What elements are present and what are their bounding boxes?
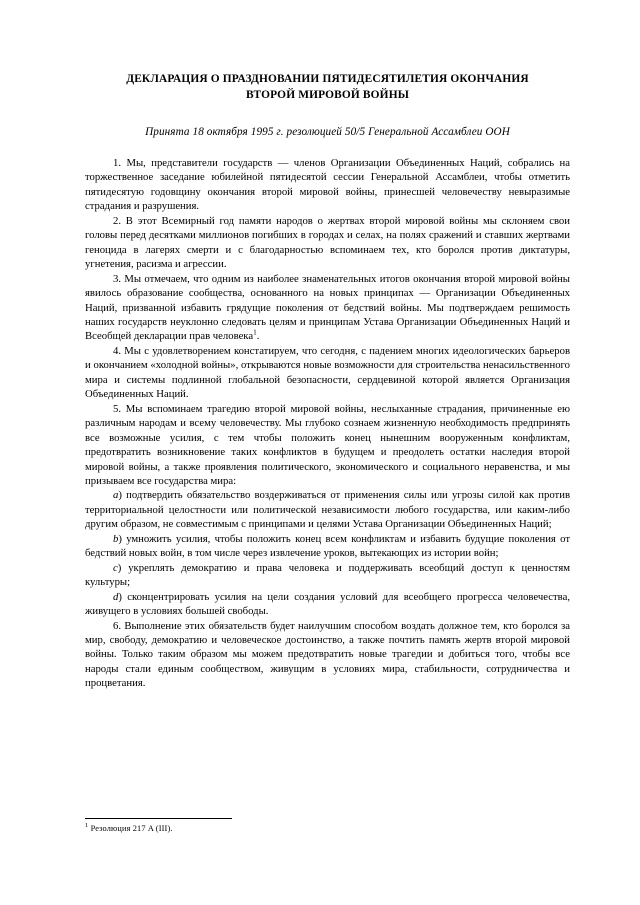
document-body	[85, 72, 570, 691]
list-item-a-text: ) подтвердить обязательство воздерживаться от применения силы или угрозы силой как против территориальной целостности или политической независимости любого государства, или каким-либо другим образом, не совместимым с принципами и целями Устава Организации Объединенных Наций;	[85, 489, 570, 531]
paragraph-1: 1. Мы, представители государств — членов Организации Объединенных Наций, собрались на торжественное заседание юбилейной пятидесятой сессии Генеральной Ассамблеи, чтобы отметить пятидесятую годовщину окончания второй мировой войны, принесшей человечеству невыразимые страдания и разрушения.	[85, 157, 570, 213]
list-item-a-letter: a	[113, 489, 119, 502]
paragraph-3-text: 3. Мы отмечаем, что одним из наиболее знаменательных итогов окончания второй мировой войны явилось образование сообщества, основанного на новых принципах — Организации Объединенных Наций, призванной избавить грядущие поколения от бедствий войны. Мы подтверждаем решимость наших государств неуклонно следовать целям и принципам Устава Организации Объединенных Наций и Всеобщей декларации прав человека	[85, 272, 570, 343]
title-line-1: ДЕКЛАРАЦИЯ О ПРАЗДНОВАНИИ ПЯТИДЕСЯТИЛЕТИЯ ОКОНЧАНИЯ	[126, 73, 529, 85]
paragraph-2: 2. В этот Всемирный год памяти народов о жертвах второй мировой войны мы склоняем свои головы перед десятками миллионов погибших в городах и селах, на полях сражений и ставших жертвами геноцида в лагерях смерти и с благодарностью вспоминаем тех, кто боролся против диктатуры, угнетения, расизма и агрессии.	[85, 214, 570, 271]
title-line-2: ВТОРОЙ МИРОВОЙ ВОЙНЫ	[245, 88, 410, 101]
list-item-b	[85, 532, 570, 561]
footnote-area	[85, 818, 570, 834]
document-subtitle: Принята 18 октября 1995 г. резолюцией 50/5 Генеральной Ассамблеи ООН	[145, 126, 510, 138]
paragraph-3-tail: .	[256, 330, 260, 343]
paragraph-5: 5. Мы вспоминаем трагедию второй мировой войны, неслыханные страдания, причиненные ею различным народам и всему человечеству. Мы глубоко сознаем жизненную необходимость предпринять все возможные усилия, с тем чтобы положить конец нынешним вооруженным конфликтам, предотвратить возникновение таких конфликтов в будущем и преодолеть остатки наследия второй мировой войны, а также проявления политического, экономического и социального неравенства, и мы призываем все государства мира:	[85, 402, 570, 487]
list-item-c-text: ) укреплять демократию и права человека и поддерживать всеобщий доступ к ценностям культуры;	[85, 561, 570, 589]
footnote-text: Резолюция 217 A (III).	[90, 824, 173, 833]
list-item-c-letter: c	[113, 561, 118, 574]
footnote-marker: 1	[85, 822, 89, 830]
page-title	[85, 72, 570, 103]
list-item-d-letter: d	[113, 590, 119, 603]
list-item-d-text: ) сконцентрировать усилия на цели создания условий для всеобщего прогресса человечества, живущего в условиях большей свободы.	[85, 590, 570, 618]
footnote-reference-marker[interactable]: 1	[253, 328, 257, 337]
paragraph-4: 4. Мы с удовлетворением констатируем, что сегодня, с падением многих идеологических барьеров и окончанием «холодной войны», открываются новые возможности для строительства ненасильственного мира и системы подлинной глобальной безопасности, сердцевиной которой является Организация Объединенных Наций.	[85, 344, 570, 401]
list-item-d	[85, 590, 570, 619]
list-item-b-text: ) умножить усилия, чтобы положить конец всем конфликтам и избавить будущие поколения от бедствий новых войн, в том числе через извлечение уроков, вытекающих из истории войн;	[85, 532, 570, 560]
list-item-b-letter: b	[113, 532, 119, 545]
paragraph-6: 6. Выполнение этих обязательств будет наилучшим способом воздать должное тем, кто боролся за мир, свободу, демократию и человеческое достоинство, а также почтить память жертв второй мировой войны. Только таким образом мы можем предотвратить новые трагедии и добиться того, чтобы все народы стали единым сообществом, живущим в условиях мира, стабильности, сотрудничества и процветания.	[85, 619, 570, 690]
list-item-a	[85, 488, 570, 531]
footnote-separator	[85, 818, 232, 819]
footnote-entry	[85, 823, 570, 834]
list-item-c	[85, 561, 570, 590]
paragraph-3	[85, 272, 570, 344]
paragraph-list	[85, 156, 570, 691]
